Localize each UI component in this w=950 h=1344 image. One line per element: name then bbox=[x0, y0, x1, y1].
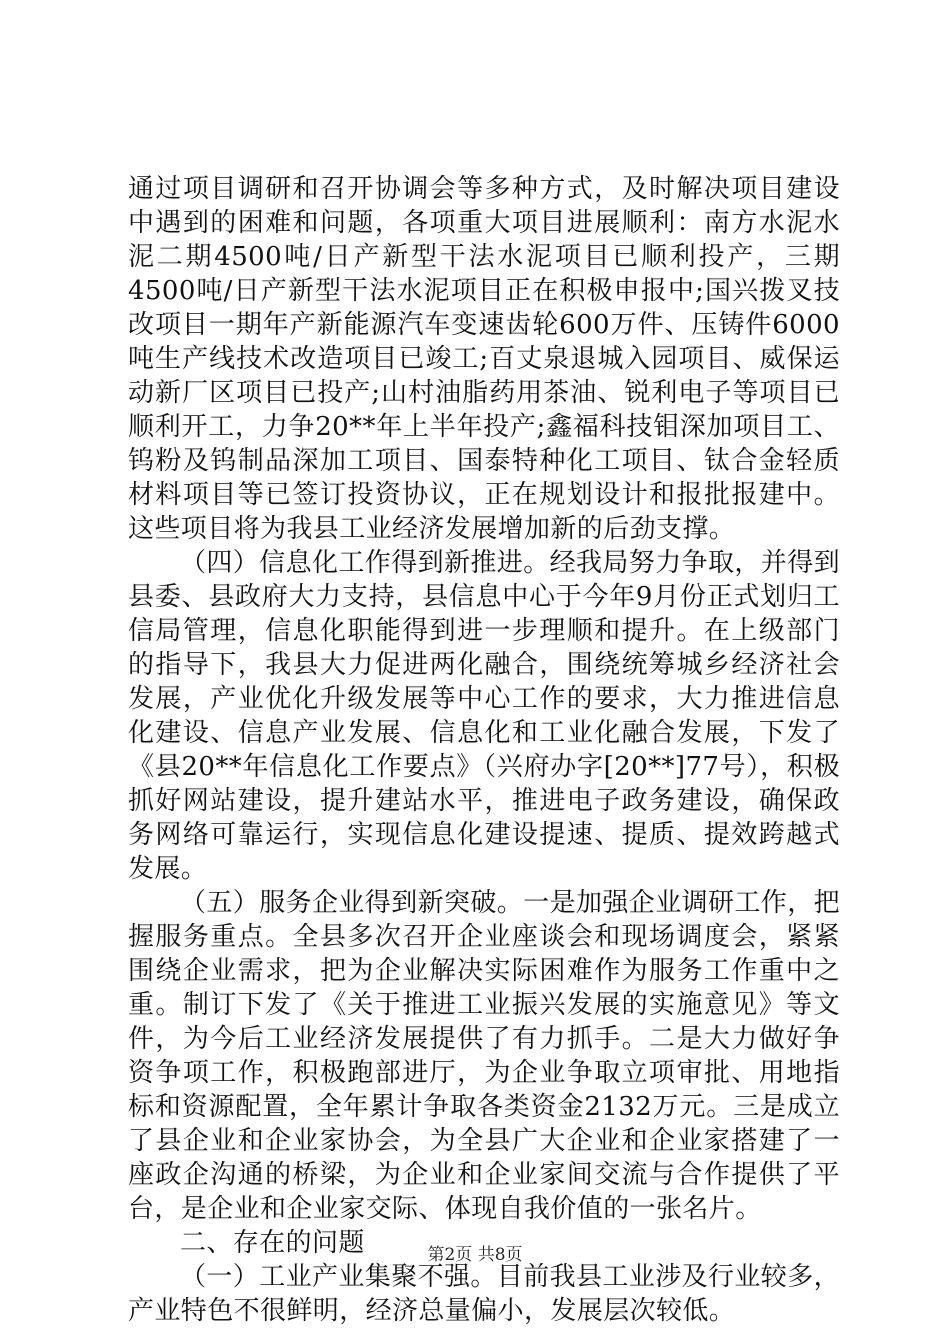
paragraph-enterprise-service: （五）服务企业得到新突破。一是加强企业调研工作，把握服务重点。全县多次召开企业座谈会和现场调度会，紧紧围绕企业需求，把为企业解决实际困难作为服务工作重中之重。制订下发了《关于推进工业振兴发展的实施意见》等文件，为今后工业经济发展提供了有力抓手。二是大力做好争资争项工作，积极跑部进厅，为企业争取立项审批、用地指标和资源配置，全年累计争取各类资金2132万元。三是成立了县企业和企业家协会，为全县广大企业和企业家搭建了一座政企沟通的桥梁，为企业和企业家间交流与合作提供了平台，是企业和企业家交际、体现自我价值的一张名片。 bbox=[128, 888, 841, 1224]
paragraph-informatization: （四）信息化工作得到新推进。经我局努力争取，并得到县委、县政府大力支持，县信息中心于今年9月份正式划归工信局管理，信息化职能得到进一步理顺和提升。在上级部门的指导下，我县大力促进两化融合，围绕统筹城乡经济社会发展，产业优化升级发展等中心工作的要求，大力推进信息化建设、信息产业发展、信息化和工业化融合发展，下发了《县20**年信息化工作要点》（兴府办字[20**]77号），积极抓好网站建设，提升建站水平，推进电子政务建设，确保政务网络可靠运行，实现信息化建设提速、提质、提效跨越式发展。 bbox=[128, 548, 841, 884]
section-heading-problems: 二、存在的问题 bbox=[180, 1228, 365, 1258]
document-body bbox=[128, 172, 840, 1328]
paragraph-project-progress: 通过项目调研和召开协调会等多种方式，及时解决项目建设中遇到的困难和问题，各项重大项目进展顺利：南方水泥水泥二期4500吨/日产新型干法水泥项目已顺利投产，三期4500吨/日产新型干法水泥项目正在积极申报中;国兴拨叉技改项目一期年产新能源汽车变速齿轮600万件、压铸件6000吨生产线技术改造项目已竣工;百丈泉退城入园项目、威保运动新厂区项目已投产;山村油脂药用茶油、锐利电子等项目已顺利开工，力争20**年上半年投产;鑫福科技钼深加项目工、钨粉及钨制品深加工项目、国泰特种化工项目、钛合金轻质材料项目等已签订投资协议，正在规划设计和报批报建中。这些项目将为我县工业经济发展增加新的后劲支撑。 bbox=[128, 174, 840, 544]
paragraph-industry-clustering: （一）工业产业集聚不强。目前我县工业涉及行业较多，产业特色不很鲜明，经济总量偏小，发展层次较低。 bbox=[128, 1262, 841, 1326]
page-number-footer: 第2页 共8页 bbox=[427, 1245, 523, 1265]
